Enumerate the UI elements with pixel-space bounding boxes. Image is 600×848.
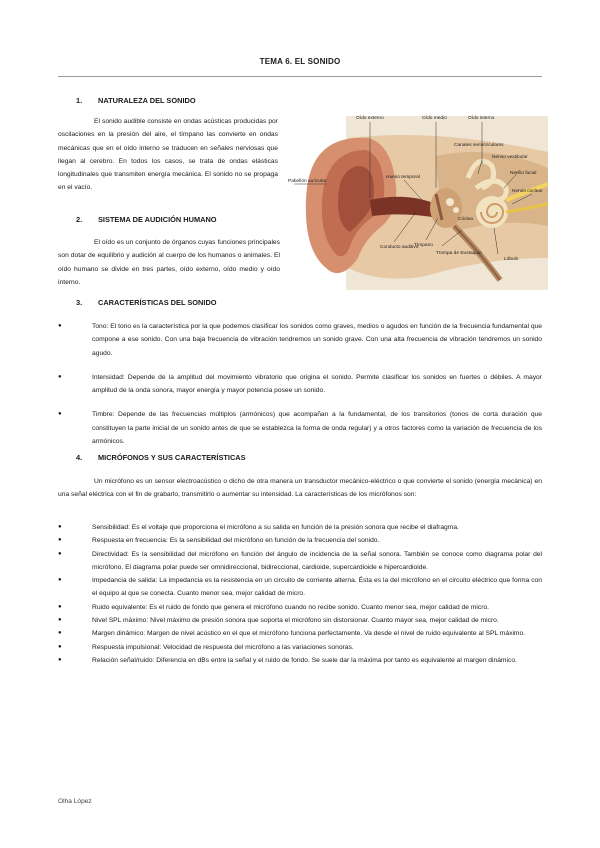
list-item: ● Impedancia de salida: La impedancia es la resistencia en un circuito de corriente alterna. Ésta es la del micrófono en el circuito eléctrico que forma con el equipo al que se conecta. Cuanto menor sea, mejor calidad de micro. <box>58 574 542 601</box>
label-eustachian-tube: Trompa de Eustaquio <box>436 251 482 256</box>
section-number: 4. <box>76 453 83 462</box>
section-heading-1 <box>76 96 196 105</box>
label-vestibular-nerve: Nervio vestibular <box>492 155 528 160</box>
list-item: ● Ruido equivalente: Es el ruido de fondo que genera el micrófono cuando no recibe sonido. Cuanto menor sea, mejor calidad de micro. <box>58 601 542 614</box>
list-item: ● Tono: El tono es la característica por la que podemos clasificar los sonidos como graves, medios o agudos en función de la frecuencia fundamental que compone a ese sonido. Con una baja frecuencia de vibración tendremos un sonido grave. Con una alta frecuencia de vibración tendremos un sonido agudo. <box>58 320 542 360</box>
label-facial-nerve: Nervio facial <box>510 171 537 176</box>
section-title: NATURALEZA DEL SONIDO <box>98 96 196 105</box>
label-eardrum: Tímpano <box>414 243 433 248</box>
label-canals: Canales semicirculares <box>454 143 504 148</box>
section-title: MICRÓFONOS Y SUS CARACTERÍSTICAS <box>98 453 246 462</box>
page-footer: Olha López <box>58 798 92 805</box>
section-heading-2 <box>76 215 217 224</box>
ear-anatomy-figure <box>286 108 548 290</box>
section-heading-4 <box>76 453 246 462</box>
label-temporal-bone: Hueso temporal <box>386 175 420 180</box>
label-inner-ear: Oído interno <box>468 116 495 121</box>
page-title: TEMA 6. EL SONIDO <box>259 57 341 66</box>
section-paragraph-2: El oído es un conjunto de órganos cuyas funciones principales son dotar de equilibrio y audición al cuerpo de los humanos o animales. El oído humano se divide en tres partes, oído externo, oído medio y oído interno. <box>58 239 280 286</box>
title-rule <box>58 76 542 77</box>
label-ear-canal: Conducto auditivo <box>380 245 419 250</box>
label-pinna: Pabellón auricular <box>288 179 327 184</box>
section-number: 2. <box>76 215 83 224</box>
section-paragraph-4: Un micrófono es un sensor electroacústico o dicho de otra manera un transductor mecánico-eléctrico o que convierte el sonido (energía mecánica) en una señal eléctrica con el fin de grabarlo, transmitirlo o aumentar su intensidad. La características de los micrófonos son: <box>58 478 542 499</box>
list-item: ● Sensibilidad: Es el voltaje que proporciona el micrófono a su salida en función de la presión sonora que recibe el diafragma. <box>58 521 542 534</box>
label-cochlea: Cóclea <box>458 217 473 222</box>
section-paragraph-1: El sonido audible consiste en ondas acústicas producidas por oscilaciones en la presión del aire, el tímpano las convierte en ondas mecánicas que en el oído interno se traducen en señales nerviosas que llegan al cerebro. En todos los casos, se trata de ondas elásticas longitudinales que transmiten energía mecánica. El sonido no se propaga en el vacío. <box>58 118 278 192</box>
list-item: ● Directividad: Es la sensibilidad del micrófono en función del ángulo de incidencia de la señal sonora. También se conoce como diagrama polar del micrófono. El diagrama polar puede ser omnidireccional, bidireccional, cardioide, supercardioide e hipercardioide. <box>58 548 542 575</box>
microphone-characteristics-list <box>58 521 542 667</box>
section-number: 1. <box>76 96 83 105</box>
section-title: SISTEMA DE AUDICIÓN HUMANO <box>98 215 217 224</box>
sound-characteristics-list <box>58 320 542 459</box>
section-number: 3. <box>76 298 83 307</box>
list-item: ● Margen dinámico: Margen de nivel acústico en el que el micrófono funciona perfectamente. Va desde el nivel de ruido equivalente al SPL máximo. <box>58 627 542 640</box>
list-item: ● Respuesta en frecuencia: Es la sensibilidad del micrófono en función de la frecuencia del sonido. <box>58 534 542 547</box>
list-item: ● Timbre: Depende de las frecuencias múltiplos (armónicos) que acompañan a la fundamental, de los transitorios (tonos de corta duración que constituyen la parte inicial de un sonido antes de que se establezca la forma de onda regular) y a otros factores como la variación de frecuencia de los armónicos. <box>58 408 542 448</box>
list-item: ● Intensidad: Depende de la amplitud del movimiento vibratorio que origina el sonido. Permite clasificar los sonidos en fuertes o débiles. A mayor amplitud de la onda sonora, mayor energía y mayor potencia posee un sonido. <box>58 371 542 398</box>
list-item: ● Nivel SPL máximo: Nivel máximo de presión sonora que soporta el micrófono sin distorsionar. Cuanto mayor sea, mejor calidad de micro. <box>58 614 542 627</box>
label-cochlear-nerve: Nervio coclear <box>512 189 543 194</box>
list-item: ● Respuesta impulsional: Velocidad de respuesta del micrófono a las variaciones sonoras. <box>58 641 542 654</box>
list-item: ● Relación señal/ruido: Diferencia en dBs entre la señal y el ruido de fondo. Se suele dar la máxima por tanto es equivalente al margen dinámico. <box>58 654 542 667</box>
section-heading-3 <box>76 298 217 307</box>
label-outer-ear: Oído externo <box>356 116 384 121</box>
label-middle-ear: Oído medio <box>422 116 447 121</box>
section-title: CARACTERÍSTICAS DEL SONIDO <box>98 298 217 307</box>
label-lobe: Lóbulo <box>504 257 519 262</box>
